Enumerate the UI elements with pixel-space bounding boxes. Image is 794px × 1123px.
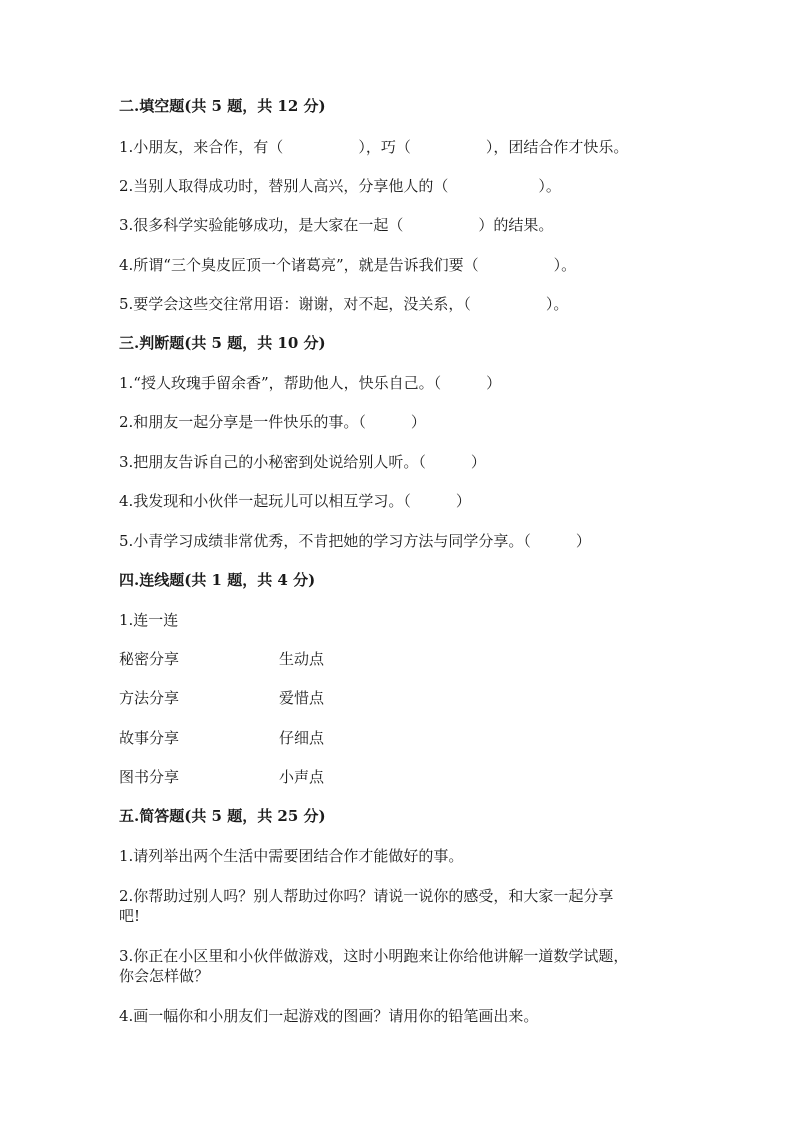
section-heading-true-false: 三.判断题(共 5 题，共 10 分) [119, 334, 326, 352]
question-3-4: 4.我发现和小伙伴一起玩儿可以相互学习。（ ） [119, 492, 471, 510]
match-right-item: 爱惜点 [279, 689, 325, 707]
question-5-3-line1: 3.你正在小区里和小伙伴做游戏，这时小明跑来让你给他讲解一道数学试题， [119, 947, 629, 965]
match-left-item: 图书分享 [119, 768, 180, 786]
question-3-3: 3.把朋友告诉自己的小秘密到处说给别人听。（ ） [119, 453, 486, 471]
question-5-2-line2: 吧! [119, 907, 141, 925]
question-2-3: 3.很多科学实验能够成功，是大家在一起（ ）的结果。 [119, 216, 554, 234]
question-5-1: 1.请列举出两个生活中需要团结合作才能做好的事。 [119, 847, 464, 865]
section-heading-short-answer: 五.简答题(共 5 题，共 25 分) [119, 807, 326, 825]
question-3-1: 1.“授人玫瑰手留余香”，帮助他人，快乐自己。（ ） [119, 374, 502, 392]
question-3-2: 2.和朋友一起分享是一件快乐的事。（ ） [119, 413, 426, 431]
question-5-4: 4.画一幅你和小朋友们一起游戏的图画？请用你的铅笔画出来。 [119, 1007, 539, 1025]
section-heading-fill-in: 二.填空题(共 5 题，共 12 分) [119, 97, 326, 115]
match-left-item: 故事分享 [119, 729, 180, 747]
question-3-5: 5.小青学习成绩非常优秀，不肯把她的学习方法与同学分享。（ ） [119, 532, 591, 550]
question-2-5: 5.要学会这些交往常用语：谢谢，对不起，没关系，（ ）。 [119, 295, 569, 313]
match-right-item: 仔细点 [279, 729, 325, 747]
question-4-1: 1.连一连 [119, 611, 179, 629]
match-right-item: 生动点 [279, 650, 325, 668]
section-heading-matching: 四.连线题(共 1 题，共 4 分) [119, 571, 316, 589]
question-2-4: 4.所谓“三个臭皮匠顶一个诸葛亮”，就是告诉我们要（ ）。 [119, 256, 577, 274]
question-5-3-line2: 你会怎样做？ [119, 967, 210, 985]
question-2-2: 2.当别人取得成功时，替别人高兴，分享他人的（ ）。 [119, 177, 561, 195]
match-right-item: 小声点 [279, 768, 325, 786]
question-2-1: 1.小朋友，来合作，有（ ），巧（ ），团结合作才快乐。 [119, 138, 629, 156]
question-5-2-line1: 2.你帮助过别人吗？别人帮助过你吗？请说一说你的感受，和大家一起分享 [119, 887, 614, 905]
match-left-item: 秘密分享 [119, 650, 180, 668]
match-left-item: 方法分享 [119, 689, 180, 707]
